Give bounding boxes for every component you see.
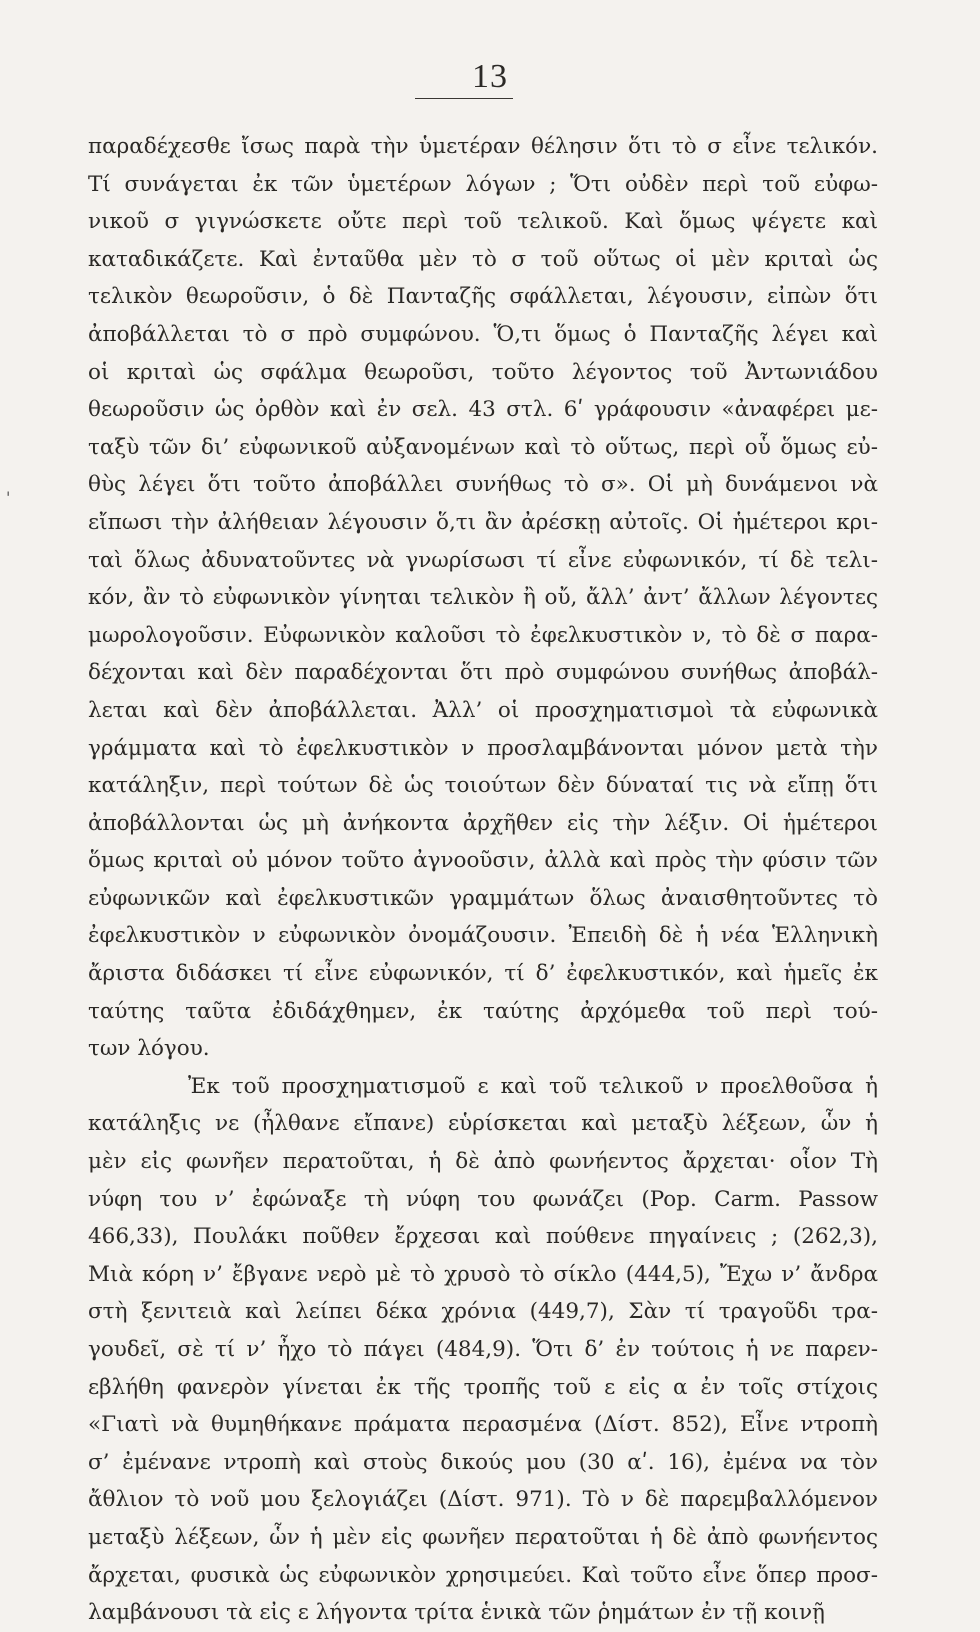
text-line: σ’ ἐμένανε ντροπὴ καὶ στοὺς δικούς μου (30 αʹ. 16), ἐμένα να τὸν — [88, 1449, 878, 1475]
text-line: γράμματα καὶ τὸ ἐφελκυστικὸν ν προσλαμβάνονται μόνον μετὰ τὴν — [88, 735, 878, 761]
text-line: κόν, ἂν τὸ εὐφωνικὸν γίνηται τελικὸν ἢ οὔ, ἄλλ’ ἀντ’ ἄλλων λέγοντες — [88, 585, 878, 611]
text-line: ἀποβάλλονται ὡς μὴ ἀνήκοντα ἀρχῆθεν εἰς τὴν λέξιν. Οἱ ἡμέτεροι — [88, 810, 878, 836]
text-line: γουδεῖ, σὲ τί ν’ ἦχο τὸ πάγει (484,9). Ὅτι δ’ ἐν τούτοις ἡ νε παρεν- — [88, 1337, 878, 1362]
text-line: κατάληξιν, περὶ τούτων δὲ ὡς τοιούτων δὲν δύναταί τις νὰ εἴπῃ ὅτι — [88, 773, 878, 799]
text-line: εβλήθη φανερὸν γίνεται ἐκ τῆς τροπῆς τοῦ ε εἰς α ἐν τοῖς στίχοις — [88, 1374, 878, 1400]
header-rule — [415, 98, 513, 99]
text-line: μεταξὺ λέξεων, ὧν ἡ μὲν εἰς φωνῆεν περατοῦται ἡ δὲ ἀπὸ φωνήεντος — [88, 1524, 878, 1550]
text-line: νικοῦ σ γιγνώσκετε οὔτε περὶ τοῦ τελικοῦ. Καὶ ὅμως ψέγετε καὶ — [88, 209, 878, 235]
body-text — [88, 128, 878, 1632]
text-line: ταξὺ τῶν δι’ εὐφωνικοῦ αὐξανομένων καὶ τὸ οὕτως, περὶ οὗ ὅμως εὐ- — [88, 434, 878, 460]
text-line: οἱ κριταὶ ὡς σφάλμα θεωροῦσι, τοῦτο λέγοντος τοῦ Ἀντωνιάδου — [88, 359, 878, 385]
text-line: ἐφελκυστικὸν ν εὐφωνικὸν ὀνομάζουσιν. Ἐπειδὴ δὲ ἡ νέα Ἑλληνικὴ — [88, 923, 878, 949]
text-line: νύφη του ν’ ἐφώναξε τὴ νύφη του φωνάζει (Pop. Carm. Passow — [88, 1186, 878, 1212]
text-line: στὴ ξενιτειὰ καὶ λείπει δέκα χρόνια (449,7), Σὰν τί τραγοῦδι τρα- — [88, 1299, 878, 1325]
text-line: των λόγου. — [88, 1036, 210, 1062]
text-line: ἄθλιον τὸ νοῦ μου ξελογιάζει (Δίστ. 971). Τὸ ν δὲ παρεμβαλλόμενον — [88, 1487, 878, 1513]
text-line: δέχονται καὶ δὲν παραδέχονται ὅτι πρὸ συμφώνου συνήθως ἀποβάλ- — [88, 660, 878, 686]
text-line: τελικὸν θεωροῦσιν, ὁ δὲ Πανταζῆς σφάλλεται, λέγουσιν, εἰπὼν ὅτι — [88, 284, 878, 310]
text-line: ἄριστα διδάσκει τί εἶνε εὐφωνικόν, τί δ’ ἐφελκυστικόν, καὶ ἡμεῖς ἐκ — [88, 961, 878, 987]
text-line: λαμβάνουσι τὰ εἰς ε λήγοντα τρίτα ἑνικὰ τῶν ῥημάτων ἐν τῇ κοινῇ — [88, 1600, 825, 1626]
text-line: μωρολογοῦσιν. Εὐφωνικὸν καλοῦσι τὸ ἐφελκυστικὸν ν, τὸ δὲ σ παρα- — [88, 622, 878, 648]
text-line: Τί συνάγεται ἐκ τῶν ὑμετέρων λόγων ; Ὅτι οὐδὲν περὶ τοῦ εὐφω- — [88, 171, 878, 197]
text-line: ἀποβάλλεται τὸ σ πρὸ συμφώνου. Ὅ,τι ὅμως ὁ Πανταζῆς λέγει καὶ — [88, 321, 878, 347]
text-line: Μιὰ κόρη ν’ ἔβγανε νερὸ μὲ τὸ χρυσὸ τὸ σίκλο (444,5), Ἔχω ν’ ἄνδρα — [88, 1261, 878, 1287]
text-line: λεται καὶ δὲν ἀποβάλλεται. Ἀλλ’ οἱ προσχηματισμοὶ τὰ εὐφωνικὰ — [88, 697, 878, 723]
text-line: εὐφωνικῶν καὶ ἐφελκυστικῶν γραμμάτων ὅλως ἀναισθητοῦντες τὸ — [88, 885, 878, 911]
text-line: 466,33), Πουλάκι ποῦθεν ἔρχεσαι καὶ πούθενε πηγαίνεις ; (262,3), — [88, 1224, 878, 1250]
text-line: εἴπωσι τὴν ἀλήθειαν λέγουσιν ὅ,τι ἂν ἀρέσκῃ αὐτοῖς. Οἱ ἡμέτεροι κρι- — [88, 509, 878, 535]
text-line: ταὶ ὅλως ἀδυνατοῦντες νὰ γνωρίσωσι τί εἶνε εὐφωνικόν, τί δὲ τελι- — [88, 547, 878, 573]
text-line: «Γιατὶ νὰ θυμηθήκανε πράματα περασμένα (Δίστ. 852), Εἶνε ντροπὴ — [88, 1412, 878, 1438]
text-line: παραδέχεσθε ἴσως παρὰ τὴν ὑμετέραν θέλησιν ὅτι τὸ σ εἶνε τελικόν. — [88, 134, 878, 159]
text-line: Ἐκ τοῦ προσχηματισμοῦ ε καὶ τοῦ τελικοῦ ν προελθοῦσα ἡ — [188, 1073, 878, 1099]
text-line: θεωροῦσιν ὡς ὀρθὸν καὶ ἐν σελ. 43 στλ. 6ʹ γράφουσιν «ἀναφέρει με- — [88, 397, 878, 423]
text-line: καταδικάζετε. Καὶ ἐνταῦθα μὲν τὸ σ τοῦ οὕτως οἱ μὲν κριταὶ ὡς — [88, 246, 878, 272]
text-line: θὺς λέγει ὅτι τοῦτο ἀποβάλλει συνήθως τὸ σ». Οἱ μὴ δυνάμενοι νὰ — [88, 472, 878, 498]
margin-mark: ' — [6, 488, 11, 507]
text-line: κατάληξις νε (ἦλθανε εἴπανε) εὑρίσκεται καὶ μεταξὺ λέξεων, ὧν ἡ — [88, 1111, 878, 1137]
text-line: μὲν εἰς φωνῆεν περατοῦται, ἡ δὲ ἀπὸ φωνήεντος ἄρχεται· οἷον Τὴ — [88, 1149, 878, 1175]
page-number: 13 — [472, 58, 508, 95]
text-line: ἄρχεται, φυσικὰ ὡς εὐφωνικὸν χρησιμεύει. Καὶ τοῦτο εἶνε ὅπερ προσ- — [88, 1562, 878, 1588]
text-line: ὅμως κριταὶ οὐ μόνον τοῦτο ἀγνοοῦσιν, ἀλλὰ καὶ πρὸς τὴν φύσιν τῶν — [88, 848, 878, 874]
text-line: ταύτης ταῦτα ἐδιδάχθημεν, ἐκ ταύτης ἀρχόμεθα τοῦ περὶ τού- — [88, 998, 878, 1024]
